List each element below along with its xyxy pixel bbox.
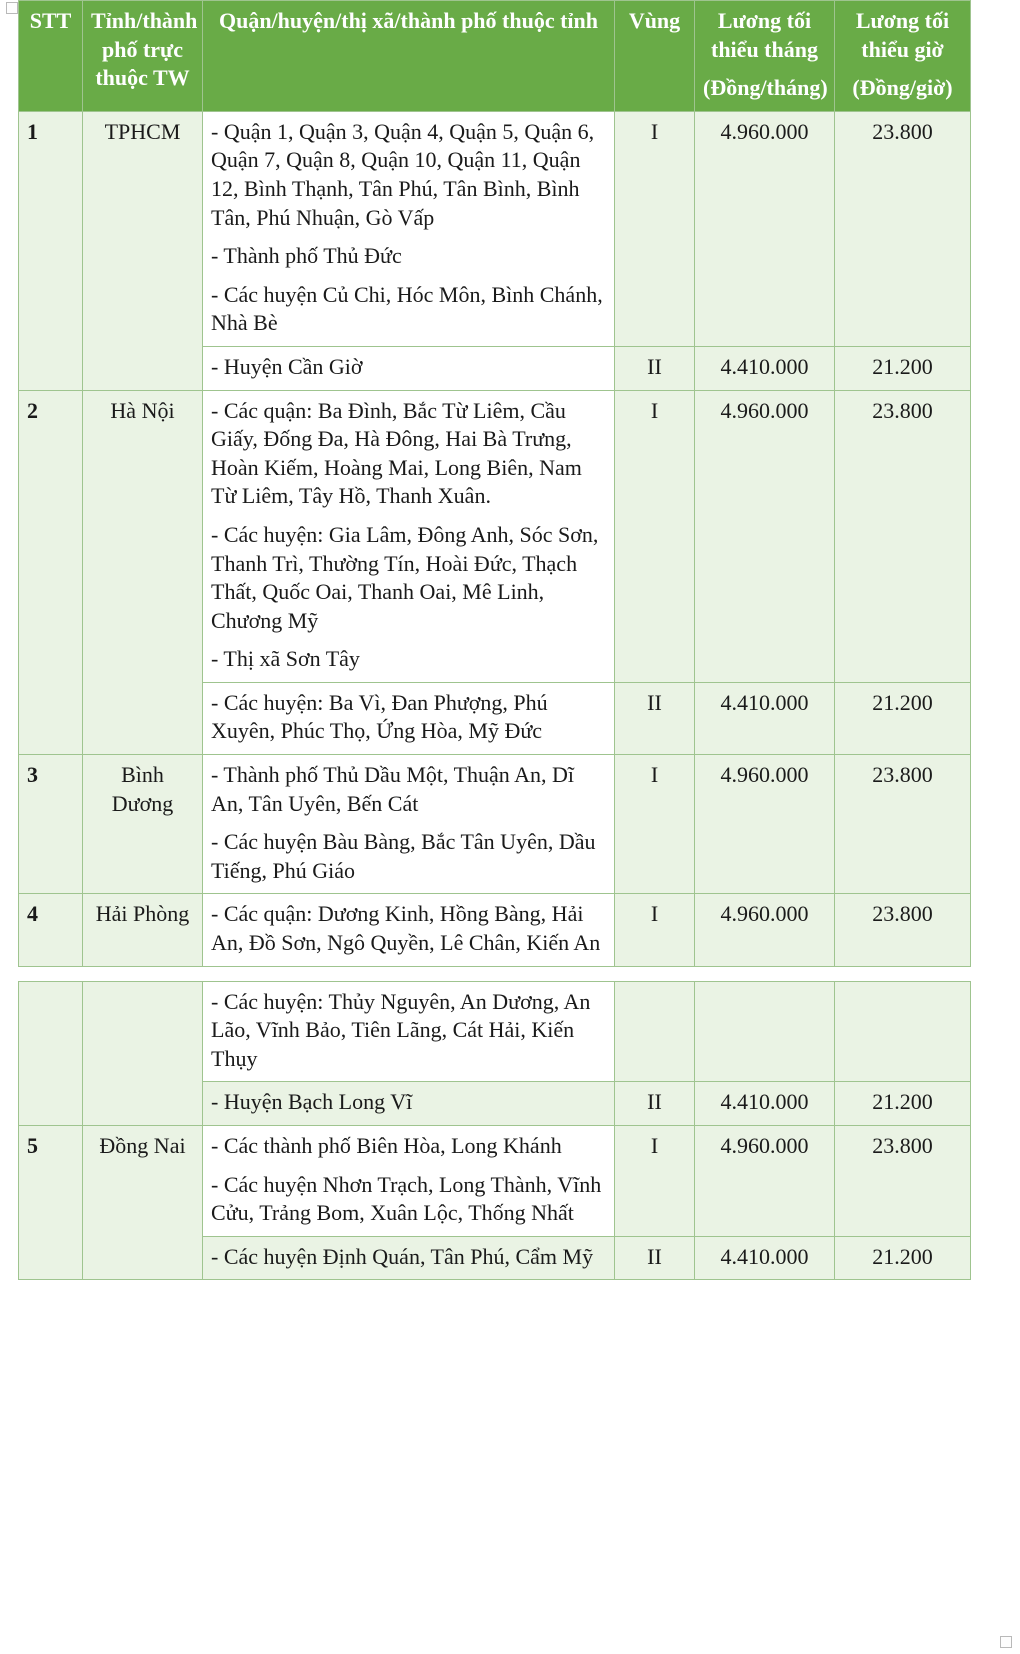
district-line: - Các quận: Ba Đình, Bắc Từ Liêm, Cầu Giấy, Đống Đa, Hà Đông, Hai Bà Trưng, Hoàn Kiếm, Hoàng Mai, Long Biên, Nam Từ Liêm, Tây Hồ, Thanh Xuân.: [211, 397, 582, 509]
cell-districts: [203, 346, 615, 390]
cell-districts: [203, 1126, 615, 1237]
cell-monthly-wage: 4.960.000: [695, 1126, 835, 1237]
cell-zone: II: [615, 682, 695, 754]
column-header-province: Tỉnh/thành phố trực thuộc TW: [83, 1, 203, 112]
column-header-district: Quận/huyện/thị xã/thành phố thuộc tỉnh: [203, 1, 615, 112]
cell-districts: [203, 682, 615, 754]
hourly-wage-unit: (Đồng/giờ): [852, 75, 953, 101]
minimum-wage-table-continued: [18, 981, 971, 1281]
district-line: - Các quận: Dương Kinh, Hồng Bàng, Hải An, Đồ Sơn, Ngô Quyền, Lê Chân, Kiến An: [211, 901, 601, 956]
district-line: - Thị xã Sơn Tây: [211, 646, 360, 672]
column-header-zone: Vùng: [615, 1, 695, 112]
page-corner-mark-bottom-right: [1000, 1636, 1012, 1648]
cell-monthly-wage: [695, 981, 835, 1082]
page-break-gap: [0, 967, 1020, 981]
cell-hourly-wage: 23.800: [835, 390, 971, 682]
table-row: [19, 390, 971, 682]
minimum-wage-table: [18, 0, 971, 967]
district-line: - Thành phố Thủ Đức: [211, 243, 402, 269]
district-line: - Các huyện Nhơn Trạch, Long Thành, Vĩnh Cửu, Trảng Bom, Xuân Lộc, Thống Nhất: [211, 1171, 602, 1226]
cell-districts: [203, 111, 615, 346]
cell-zone: II: [615, 1082, 695, 1126]
cell-monthly-wage: 4.960.000: [695, 755, 835, 894]
cell-province: Hải Phòng: [83, 894, 203, 966]
cell-stt: [19, 981, 83, 1125]
district-line: - Các huyện: Gia Lâm, Đông Anh, Sóc Sơn, Thanh Trì, Thường Tín, Hoài Đức, Thạch Thất, Quốc Oai, Thanh Oai, Mê Linh, Chương Mỹ: [211, 521, 599, 633]
district-line: - Quận 1, Quận 3, Quận 4, Quận 5, Quận 6, Quận 7, Quận 8, Quận 10, Quận 11, Quận 12, Bình Thạnh, Tân Phú, Tân Bình, Bình Tân, Phú Nhuận, Gò Vấp: [211, 118, 595, 230]
cell-stt: 3: [19, 755, 83, 894]
cell-districts: [203, 894, 615, 966]
table-continuation: [0, 981, 1020, 1281]
district-line: - Các huyện: Ba Vì, Đan Phượng, Phú Xuyên, Phúc Thọ, Ứng Hòa, Mỹ Đức: [211, 689, 548, 744]
cell-hourly-wage: 23.800: [835, 111, 971, 346]
cell-zone: I: [615, 894, 695, 966]
cell-zone: II: [615, 1236, 695, 1280]
cell-districts: [203, 1082, 615, 1126]
page-corner-mark-top-left: [6, 2, 18, 14]
cell-hourly-wage: 21.200: [835, 1082, 971, 1126]
cell-province: Bình Dương: [83, 755, 203, 894]
district-line: - Huyện Cần Giờ: [211, 353, 363, 379]
cell-zone: I: [615, 755, 695, 894]
cell-zone: I: [615, 1126, 695, 1237]
cell-hourly-wage: 23.800: [835, 755, 971, 894]
table-row: [19, 981, 971, 1082]
table-header: [19, 1, 971, 112]
cell-zone: II: [615, 346, 695, 390]
cell-districts: [203, 1236, 615, 1280]
cell-monthly-wage: 4.960.000: [695, 894, 835, 966]
table-row: [19, 1126, 971, 1237]
cell-hourly-wage: 21.200: [835, 1236, 971, 1280]
district-line: - Các huyện: Thủy Nguyên, An Dương, An Lão, Vĩnh Bảo, Tiên Lãng, Cát Hải, Kiến Thụy: [211, 988, 591, 1071]
cell-stt: 1: [19, 111, 83, 390]
table-body-continued: [19, 981, 971, 1280]
cell-monthly-wage: 4.410.000: [695, 346, 835, 390]
cell-monthly-wage: 4.960.000: [695, 111, 835, 346]
cell-hourly-wage: 21.200: [835, 682, 971, 754]
cell-stt: 4: [19, 894, 83, 966]
hourly-wage-title: Lương tối thiểu giờ: [855, 8, 950, 62]
cell-province: [83, 981, 203, 1125]
cell-province: Hà Nội: [83, 390, 203, 755]
cell-stt: 5: [19, 1126, 83, 1280]
cell-monthly-wage: 4.410.000: [695, 1082, 835, 1126]
district-line: - Các huyện Bàu Bàng, Bắc Tân Uyên, Dầu Tiếng, Phú Giáo: [211, 829, 596, 883]
table-row: [19, 755, 971, 894]
district-line: - Thành phố Thủ Dầu Một, Thuận An, Dĩ An, Tân Uyên, Bến Cát: [211, 762, 574, 816]
table-row: [19, 111, 971, 346]
cell-zone: I: [615, 390, 695, 682]
district-line: - Các huyện Củ Chi, Hóc Môn, Bình Chánh, Nhà Bè: [211, 281, 603, 336]
district-line: - Huyện Bạch Long Vĩ: [211, 1089, 413, 1115]
column-header-monthly-wage: [695, 1, 835, 112]
district-line: - Các thành phố Biên Hòa, Long Khánh: [211, 1133, 562, 1158]
cell-stt: 2: [19, 390, 83, 755]
cell-zone: I: [615, 111, 695, 346]
column-header-hourly-wage: [835, 1, 971, 112]
cell-districts: [203, 390, 615, 682]
district-line: - Các huyện Định Quán, Tân Phú, Cẩm Mỹ: [211, 1243, 594, 1269]
cell-monthly-wage: 4.960.000: [695, 390, 835, 682]
cell-monthly-wage: 4.410.000: [695, 682, 835, 754]
table-header-row: [19, 1, 971, 112]
cell-districts: [203, 755, 615, 894]
monthly-wage-unit: (Đồng/tháng): [703, 75, 828, 101]
column-header-stt: STT: [19, 1, 83, 112]
monthly-wage-title: Lương tối thiểu tháng: [711, 8, 818, 62]
cell-monthly-wage: 4.410.000: [695, 1236, 835, 1280]
cell-hourly-wage: 23.800: [835, 1126, 971, 1237]
cell-province: TPHCM: [83, 111, 203, 390]
cell-districts: [203, 981, 615, 1082]
cell-province: Đồng Nai: [83, 1126, 203, 1280]
table-row: [19, 894, 971, 966]
table-body: [19, 111, 971, 966]
cell-hourly-wage: 21.200: [835, 346, 971, 390]
cell-hourly-wage: [835, 981, 971, 1082]
cell-zone: [615, 981, 695, 1082]
cell-hourly-wage: 23.800: [835, 894, 971, 966]
